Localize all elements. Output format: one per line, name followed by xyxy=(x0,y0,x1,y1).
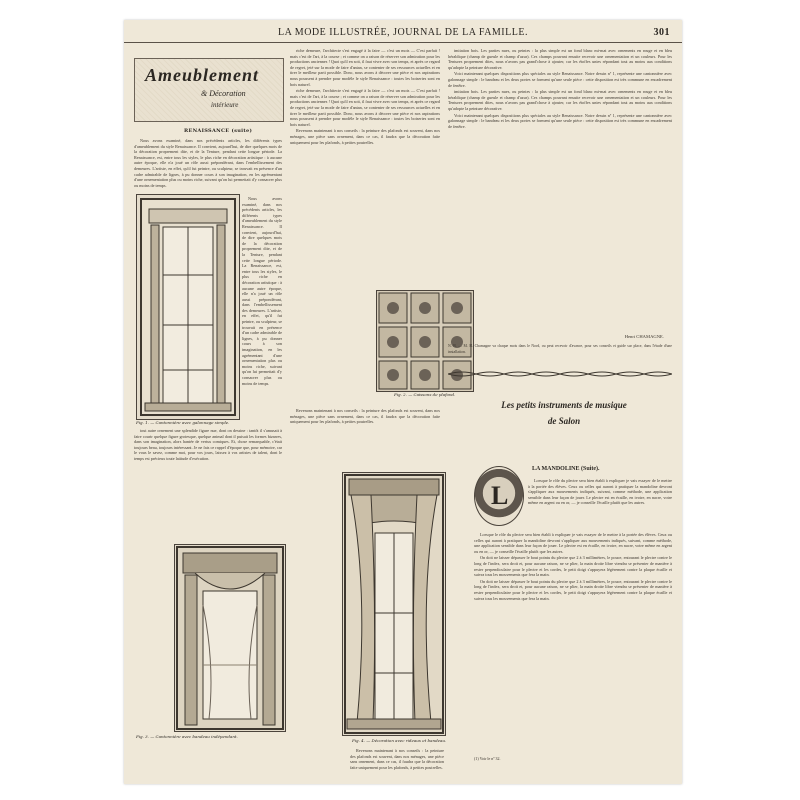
article-title-line2: de Salon xyxy=(547,416,581,426)
column1-narrow-text xyxy=(242,196,282,416)
journal-page xyxy=(124,20,682,784)
running-header xyxy=(124,26,682,43)
article-masthead xyxy=(134,58,284,122)
curtains-drawing xyxy=(343,473,445,735)
author-note: N. B. — M. H. Chamagne va chaque mois dans le Nord, ou peut recevoir d'avance, pour ses conseils et guide sur place, dans l'étude d'une installation. xyxy=(448,344,672,354)
journal-title: LA MODE ILLUSTRÉE, JOURNAL DE LA FAMILLE. xyxy=(278,27,528,38)
article-subtitle: LA MANDOLINE (Suite). xyxy=(532,466,600,472)
paragraph: Nous avons examiné, dans nos précédents articles, les différents types d'ameublement du style Renaissance. Il convient, aujourd'hui, de dire quelques mots de la décoration proprement dite, et de la Tenture, pendant cette longue période. La Renaissance, est, entre tous les styles, le plus riche en décoration artistique : à aucune autre époque, elle n'a joué un rôle aussi prépondérant, dans l'embellissement des demeures. L'artiste, en effet, qu'il fut peintre, ou sculpteur, se trouvait en présence d'un cadre admirable de lignes, à pu donner cours à son imagination, en les agrémentant d'une ornementation plus ou moins riche, suivant qu'on lui permettait d'y consacrer plus ou moins de temps. xyxy=(134,138,282,188)
author-signature: Henri CHAMAGNE. xyxy=(624,334,664,339)
figure-1-window xyxy=(136,194,240,420)
drop-cap: L xyxy=(491,481,509,510)
paragraph: Nous avons examiné, dans nos précédents articles, les différents types d'ameublement du style Renaissance. Il convient, aujourd'hui, de dire quelques mots de la décoration proprement dite, et de la Tenture, pendant cette longue période. La Renaissance, est, entre tous les styles, le plus riche en décoration artistique : à aucune autre époque, elle n'a joué un rôle aussi prépondérant, dans l'embellissement des demeures. L'artiste, en effet, qu'il fut peintre, ou sculpteur, se trouvait en présence d'un cadre admirable de lignes, à pu donner cours à son imagination, en les agrémentant d'une ornementation plus ou moins riche, suivant qu'on lui permettait d'y consacrer plus ou moins de temps. xyxy=(242,196,282,386)
figure-4-curtains xyxy=(342,472,446,736)
column2-bottom-text xyxy=(350,748,444,778)
cantonniere-drawing xyxy=(175,545,285,731)
figure-3-caption: Fig. 3. — Cantonnière avec bandeau indépendant. xyxy=(136,734,238,739)
decorated-initial-l-illustration xyxy=(474,466,524,526)
paragraph: Revenons maintenant à nos conseils : la peinture des plafonds est souvent, dans nos ménages, une pièce sans ornement, dans ce cas, il faudra que la décoration faite uniquement pour les plafonds, à petites poutrelles. xyxy=(290,408,440,425)
paragraph: Lorsque le rôle du plectre sera bien établi à expliquer je vais essayer de le mettre à la portée des élèves. Ceux ou celles qui auront à pratiquer la mandoline devront s'appliquer aux mouvements indiqués, suivant, comme méthode, une application sensible dans leur façon de jouer. Le plectre est en écaille, en ivoire, en nacre, votre même en argent ou en or, — je conseille l'écaille plutôt que les autres. xyxy=(528,478,672,506)
masthead-line1: Ameublement xyxy=(145,65,259,85)
paragraph: Voici maintenant quelques dispositions plus spéciales au style Renaissance. Notre dessin nº 1, représente une cantonnière avec galonnage simple : le bandeau et les deux portes se forment qu'une seule pièce : cette disposition est très commune en encadrement de fenêtre. xyxy=(448,71,672,88)
column2-lower-text xyxy=(290,408,440,462)
ornamental-divider xyxy=(448,370,672,378)
column3-text xyxy=(448,48,672,330)
paragraph: riche demeure, l'architecte s'est engagé à la faire — c'est un mois — C'est parfait ! mais c'est de l'art, à la course ; et comme on a raison de réserver son admiration pour les productions anciennes ! Quoi qu'il en soit, il faut vivre avec son temps, et après ce regard de regret, jeté sur la mode de faire d'antan, se contenter de ses ressources actuelles et en tirer le meilleur parti possible. Donc, nous avons à décorer une pièce et nos aspirations nous poussent à prendre pour modèle le style Renaissance : toutes les boiseries sont en bois naturel. xyxy=(290,88,440,127)
section-heading: RENAISSANCE (suite) xyxy=(184,128,253,134)
paragraph: imitation bois. Les parties nues, ou peintes : la plus simple est un fond blanc mi-mat avec ornements en rouge et en bleu héraldique (champ de gueule et champ d'azur). Ces champs pouvant ensuite recevoir une ornementation et un couleurs. Pour les Tentures proprement dites, nous n'avons pas grand'chose à ajouter, car les étoffes unies répondant tout au moins aux conditions qu'adopte la peinture décorative. xyxy=(448,48,672,70)
article-title-line1: Les petits instruments de musique xyxy=(501,400,627,410)
figure-1-caption: Fig. 1. — Cantonnière avec galonnage simple. xyxy=(136,420,230,425)
paragraph: Revenons maintenant à nos conseils : la peinture des plafonds est souvent, dans nos ménages, une pièce sans ornement, dans ce cas, il faudra que la décoration faite uniquement pour les plafonds, à petites poutrelles. xyxy=(290,128,440,145)
column4-text xyxy=(474,532,672,746)
paragraph: Voici maintenant quelques dispositions plus spéciales au style Renaissance. Notre dessin nº 1, représente une cantonnière avec galonnage simple : le bandeau et les deux portes se forment qu'une seule pièce : cette disposition est très commune en encadrement de fenêtre. xyxy=(448,112,672,129)
paragraph: riche demeure, l'architecte s'est engagé à la faire — c'est un mois — C'est parfait ! mais c'est de l'art, à la course ; et comme on a raison de réserver son admiration pour les productions anciennes ! Quoi qu'il en soit, il faut vivre avec son temps, et après ce regard de regret, jeté sur la mode de faire d'antan, se contenter de ses ressources actuelles et en tirer le meilleur parti possible. Donc, nous avons à décorer une pièce et nos aspirations nous poussent à prendre pour modèle le style Renaissance : toutes les boiseries sont en bois naturel. xyxy=(290,48,440,87)
figure-3-window xyxy=(174,544,286,732)
masthead-line2: & Décoration xyxy=(201,89,246,98)
footnote: (1) Voir le nº 32. xyxy=(474,756,501,761)
masthead-line3: intérieure xyxy=(211,101,239,109)
paragraph: On doit ne laisser dépasser le bout pointu du plectre que 2 à 3 millimètres, le pouce, entourant le plectre contre le long de l'index, sera droit et, pour aucune raison, ne se plier, la main droite libre viendra se présenter de manière à rester perpendiculaire pour le plectre et les cordes, le petit doigt s'appuyera légèrement contre la plaque écaille et suivra tous les mouvements que fera la main. xyxy=(474,555,672,578)
column4-intro-text xyxy=(528,478,672,528)
paragraph: imitation bois. Les parties nues, ou peintes : la plus simple est un fond blanc mi-mat avec ornements en rouge et en bleu héraldique (champ de gueule et champ d'azur). Ces champs pouvant ensuite recevoir une ornementation et un couleurs. Pour les Tentures proprement dites, nous n'avons pas grand'chose à ajouter, car les étoffes unies répondant tout au moins aux conditions qu'adopte la peinture décorative. xyxy=(448,89,672,111)
column1-lower-text xyxy=(134,428,282,538)
paragraph: Lorsque le rôle du plectre sera bien établi à expliquer je vais essayer de le mettre à la portée des élèves. Ceux ou celles qui auront à pratiquer la mandoline devront s'appliquer aux mouvements indiqués, suivant, comme méthode, une application sensible dans leur façon de jouer. Le plectre est en écaille, en ivoire, en nacre, votre même en argent ou en or, — je conseille l'écaille plutôt que les autres. xyxy=(474,532,672,554)
figure-2-caption: Fig. 2. — Caissons de plafond. xyxy=(394,392,456,397)
paragraph: tout autre ornement une splendide figure nue, dont on dessine : tantôt il s'amusait à faire courir quelque figure grotesque, quelque animal dont il puisait les formes bizarres, dans son imagination, alors hantée de vertus comiques. Et, chose remarquable, c'était toujours beau, toujours intéressant. Je ne fais ce rappel d'époque que, pour mémoire, car le vous le savez, comme moi, pour vos jours, laissez à vos artistes de talent, dont le temps est précieux toute latitude d'exécution. xyxy=(134,428,282,461)
paragraph: Revenons maintenant à nos conseils : la peinture des plafonds est souvent, dans nos ménages, une pièce sans ornement, dans ce cas, il faudra que la décoration faite uniquement pour les plafonds, à petites poutrelles. xyxy=(350,748,444,770)
window-drawing xyxy=(137,195,239,419)
page-number: 301 xyxy=(653,27,670,38)
paragraph: On doit ne laisser dépasser le bout pointu du plectre que 2 à 3 millimètres, le pouce, entourant le plectre contre le long de l'index, sera droit et, pour aucune raison, ne se plier, la main droite libre viendra se présenter de manière à rester perpendiculaire pour le plectre et les cordes, le petit doigt s'appuyera légèrement contre la plaque écaille et suivra tous les mouvements que fera la main. xyxy=(474,578,672,601)
figure-4-caption: Fig. 4. — Décoration avec rideaux et bandeau. xyxy=(352,738,447,743)
